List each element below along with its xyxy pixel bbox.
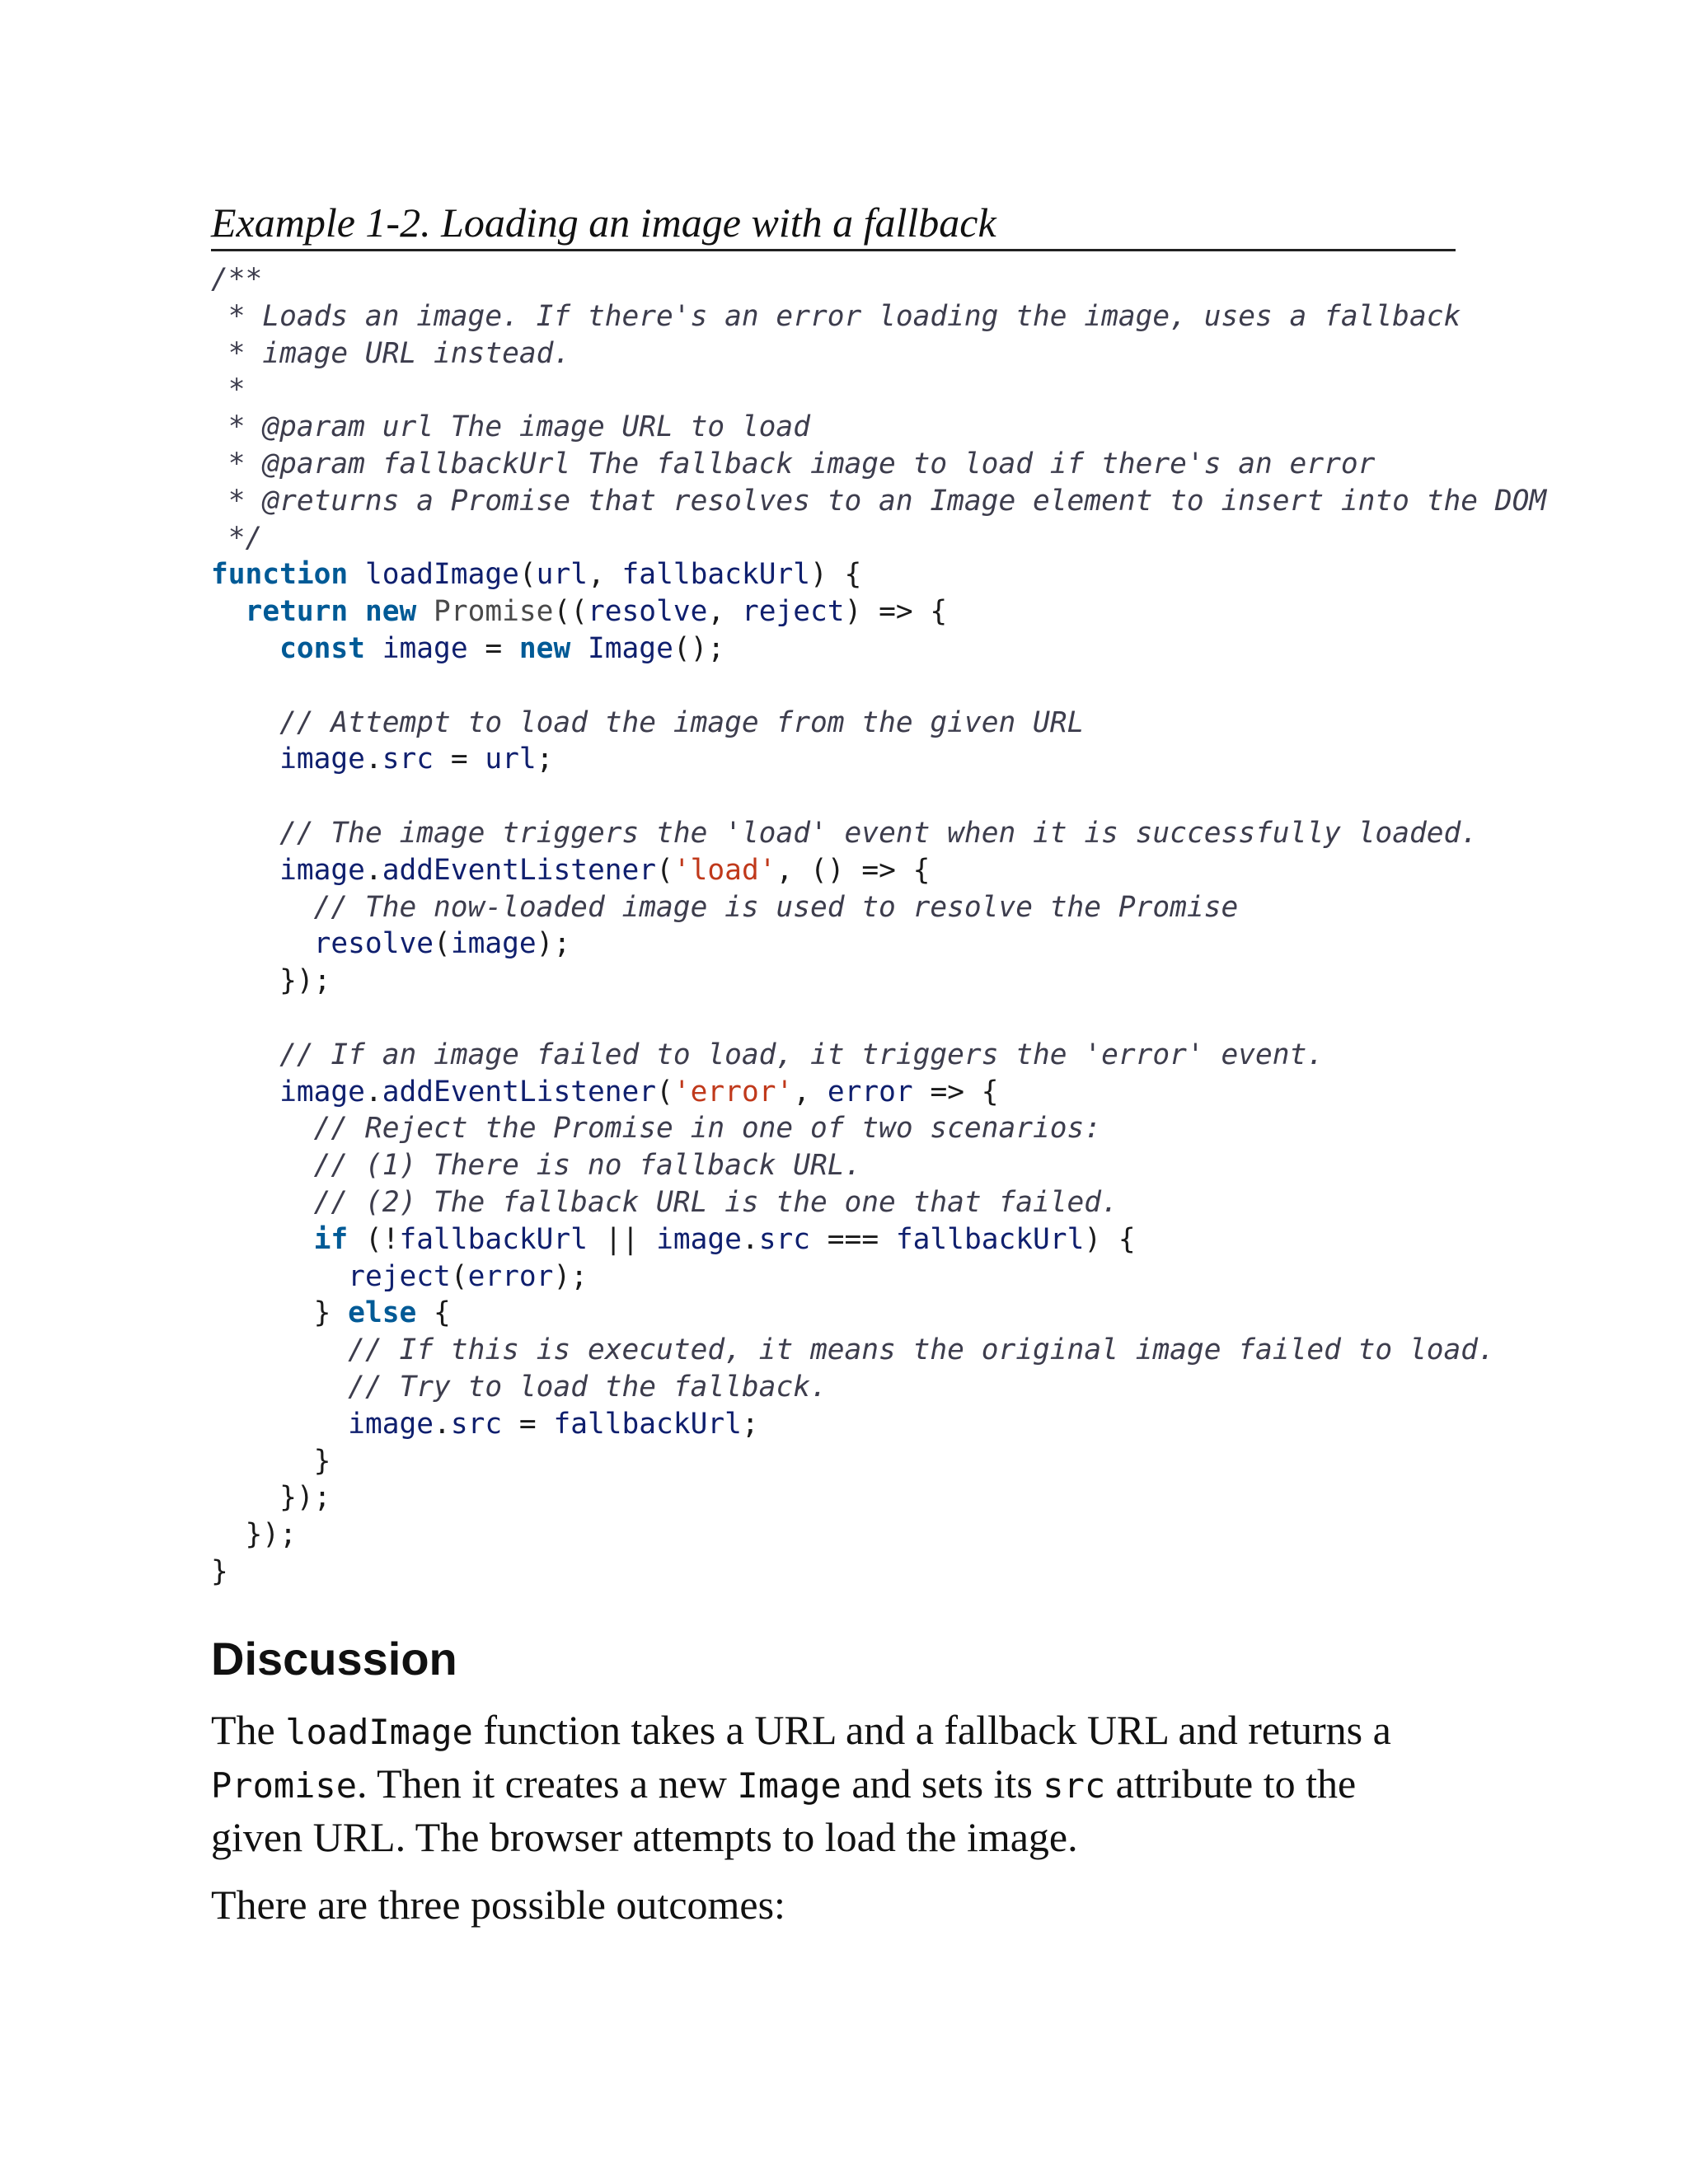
code-token-name: image — [382, 631, 468, 665]
code-line — [211, 335, 1456, 373]
code-line — [211, 630, 1456, 668]
code-token-plain: ( — [518, 558, 537, 592]
code-token-plain — [211, 632, 279, 665]
code-token-plain: } — [211, 1444, 331, 1478]
code-token-comment: * image URL instead. — [211, 336, 571, 370]
code-token-name: fallbackUrl — [399, 1222, 588, 1256]
code-token-plain: . — [364, 853, 382, 887]
code-token-plain — [211, 927, 314, 960]
code-token-keyword: new — [364, 595, 417, 629]
code-token-string: 'load' — [673, 853, 776, 887]
code-line — [211, 1000, 1456, 1037]
code-token-plain — [211, 743, 279, 776]
code-line — [211, 1184, 1456, 1221]
code-token-name: addEventListener — [382, 1075, 657, 1108]
code-token-plain: . — [434, 1407, 451, 1441]
code-token-plain: ( — [656, 1075, 673, 1108]
code-line — [211, 1258, 1456, 1296]
code-token-plain: , — [707, 595, 742, 629]
code-token-plain — [211, 1076, 279, 1108]
code-line — [211, 1332, 1495, 1369]
code-line — [211, 668, 1456, 705]
code-line — [211, 520, 1456, 557]
code-token-plain: . — [364, 1075, 382, 1108]
code-line — [211, 1074, 1456, 1111]
code-token-plain: ; — [536, 743, 554, 776]
code-line — [211, 1369, 1456, 1406]
code-token-name: resolve — [588, 595, 708, 629]
code-token-plain: }); — [211, 1481, 331, 1515]
code-token-plain — [211, 1371, 348, 1404]
code-token-builtin: Promise — [434, 595, 554, 629]
code-token-name: image — [450, 927, 537, 961]
code-token-name: src — [450, 1407, 503, 1441]
code-line — [211, 778, 1456, 815]
code-line — [211, 556, 1456, 593]
example-title: Example 1-2. Loading an image with a fallback — [211, 198, 1456, 251]
code-line — [211, 815, 1479, 852]
code-token-name: src — [758, 1222, 811, 1256]
discussion-paragraph-2: There are three possible outcomes: — [211, 1881, 785, 1928]
code-line — [211, 261, 1456, 298]
code-token-plain — [570, 632, 588, 665]
code-token-keyword: if — [313, 1222, 349, 1256]
code-token-plain: } — [211, 1296, 349, 1330]
code-token-plain: ) { — [1084, 1222, 1136, 1256]
code-token-comment: // The now-loaded image is used to resolve the Promise — [313, 890, 1239, 924]
code-token-plain — [348, 595, 365, 628]
code-token-plain: (! — [348, 1222, 400, 1256]
code-token-comment: // If this is executed, it means the original image failed to load. — [348, 1333, 1495, 1367]
code-token-keyword: new — [518, 631, 571, 665]
code-token-keyword: else — [348, 1296, 417, 1330]
code-token-plain — [211, 854, 279, 887]
code-token-plain — [416, 595, 434, 628]
code-token-plain: } — [211, 1554, 228, 1588]
code-token-plain: ( — [450, 1259, 468, 1293]
code-token-string: 'error' — [673, 1075, 794, 1108]
code-token-comment: * @returns a Promise that resolves to an Image element to insert into the DOM — [211, 484, 1547, 518]
code-token-plain: ; — [741, 1407, 759, 1441]
code-token-plain — [365, 632, 382, 665]
paragraph-text: . Then it creates a new — [357, 1760, 738, 1807]
code-line — [211, 1516, 1456, 1554]
book-page — [211, 198, 1547, 1930]
code-token-name: error — [467, 1259, 554, 1293]
code-token-comment: // (1) There is no fallback URL. — [313, 1149, 862, 1183]
code-token-name: error — [827, 1075, 913, 1108]
code-token-plain — [211, 706, 279, 739]
paragraph-text: attribute to the given URL. The browser attempts to load the image. — [211, 1760, 1357, 1860]
code-line — [211, 1479, 1456, 1516]
code-token-name: image — [279, 743, 365, 776]
code-token-plain: = — [502, 1407, 554, 1441]
code-token-plain — [211, 817, 279, 850]
code-token-plain — [211, 1186, 314, 1219]
code-token-plain — [211, 1038, 279, 1071]
code-line — [211, 963, 1456, 1000]
code-token-comment: // Reject the Promise in one of two scenarios: — [313, 1112, 1102, 1146]
code-token-plain: (( — [553, 595, 588, 629]
code-token-plain: { — [416, 1296, 451, 1330]
code-token-name: addEventListener — [382, 853, 657, 887]
inline-code: Image — [737, 1765, 842, 1806]
paragraph-text: and sets its — [841, 1760, 1043, 1807]
code-token-plain: , — [793, 1075, 828, 1108]
code-token-plain: = — [434, 743, 485, 776]
code-token-comment: */ — [211, 521, 263, 555]
code-line — [211, 1443, 1456, 1480]
code-line — [211, 1110, 1456, 1147]
discussion-paragraph-1 — [211, 1704, 1456, 1863]
code-line — [211, 483, 1547, 520]
code-token-name: image — [348, 1407, 434, 1441]
code-token-comment: * @param url The image URL to load — [211, 410, 810, 444]
code-token-plain: . — [741, 1222, 759, 1256]
code-token-plain: ( — [434, 927, 451, 961]
code-token-plain: ) => { — [844, 595, 948, 629]
code-token-plain: ) { — [810, 558, 862, 592]
code-token-plain: || — [587, 1222, 657, 1256]
code-line — [211, 593, 1456, 630]
code-token-comment: // (2) The fallback URL is the one that failed. — [313, 1185, 1118, 1219]
inline-code: src — [1043, 1765, 1106, 1806]
code-token-plain — [211, 891, 314, 924]
code-token-name: fallbackUrl — [553, 1407, 742, 1441]
code-token-plain: => { — [912, 1075, 999, 1108]
code-line — [211, 446, 1456, 483]
code-token-plain: }); — [211, 964, 331, 998]
code-token-name: loadImage — [364, 558, 519, 592]
code-token-comment: // Try to load the fallback. — [348, 1370, 828, 1404]
code-line — [211, 852, 1456, 889]
code-token-name: fallbackUrl — [621, 558, 811, 592]
code-token-plain — [211, 595, 246, 628]
code-token-comment: * @param fallbackUrl The fallback image to load if there's an error — [211, 447, 1376, 480]
code-line — [211, 705, 1456, 742]
code-token-keyword: const — [279, 631, 365, 665]
code-token-comment: // Attempt to load the image from the given URL — [279, 705, 1085, 739]
paragraph-text: The — [211, 1706, 286, 1753]
code-line — [211, 1295, 1456, 1332]
code-token-plain: }); — [211, 1518, 297, 1552]
code-token-name: src — [382, 743, 434, 776]
code-token-name: image — [656, 1222, 742, 1256]
code-line — [211, 1406, 1456, 1443]
code-token-plain — [211, 1149, 314, 1182]
code-line — [211, 889, 1456, 926]
code-token-plain — [211, 1260, 348, 1293]
code-token-keyword: return — [245, 595, 349, 629]
code-token-plain — [211, 1408, 348, 1441]
code-token-plain: , — [587, 558, 622, 592]
code-line — [211, 372, 1456, 409]
code-line — [211, 1554, 1456, 1591]
code-token-comment: // If an image failed to load, it triggers the 'error' event. — [279, 1038, 1325, 1071]
code-token-plain: . — [364, 743, 382, 776]
code-token-plain: (); — [673, 631, 725, 665]
section-heading-discussion: Discussion — [211, 1632, 457, 1685]
code-token-name: reject — [348, 1259, 451, 1293]
code-token-comment: // The image triggers the 'load' event when it is successfully loaded. — [279, 816, 1479, 850]
code-token-name: reject — [741, 595, 845, 629]
code-token-comment: /** — [211, 263, 263, 296]
code-token-name: fallbackUrl — [895, 1222, 1085, 1256]
code-token-name: image — [279, 853, 365, 887]
inline-code: loadImage — [285, 1711, 473, 1752]
code-token-plain — [211, 1333, 348, 1366]
code-token-name: url — [536, 558, 588, 592]
code-line — [211, 926, 1456, 963]
code-token-plain — [211, 1112, 314, 1145]
code-token-plain: , () => { — [776, 853, 931, 887]
code-line — [211, 741, 1456, 778]
code-line — [211, 1147, 1456, 1184]
code-token-plain — [211, 1223, 314, 1256]
code-token-name: Image — [588, 631, 673, 665]
code-token-plain: ); — [553, 1259, 588, 1293]
code-token-keyword: function — [211, 558, 349, 592]
code-token-plain: === — [810, 1222, 896, 1256]
code-token-plain: ); — [536, 927, 571, 961]
code-token-plain: = — [467, 631, 519, 665]
inline-code: Promise — [211, 1765, 358, 1806]
code-line — [211, 1221, 1456, 1258]
code-token-name: resolve — [313, 927, 434, 961]
code-token-comment: * Loads an image. If there's an error loading the image, uses a fallback — [211, 299, 1461, 333]
code-token-plain: ( — [656, 853, 673, 887]
paragraph-text: function takes a URL and a fallback URL and returns a — [472, 1706, 1391, 1753]
code-token-name: image — [279, 1075, 365, 1108]
code-line — [211, 298, 1461, 335]
code-listing — [211, 261, 1547, 1591]
code-token-name: url — [485, 743, 537, 776]
code-line — [211, 409, 1456, 446]
code-token-plain — [348, 558, 365, 591]
code-token-comment: * — [211, 373, 246, 407]
code-line — [211, 1037, 1456, 1074]
